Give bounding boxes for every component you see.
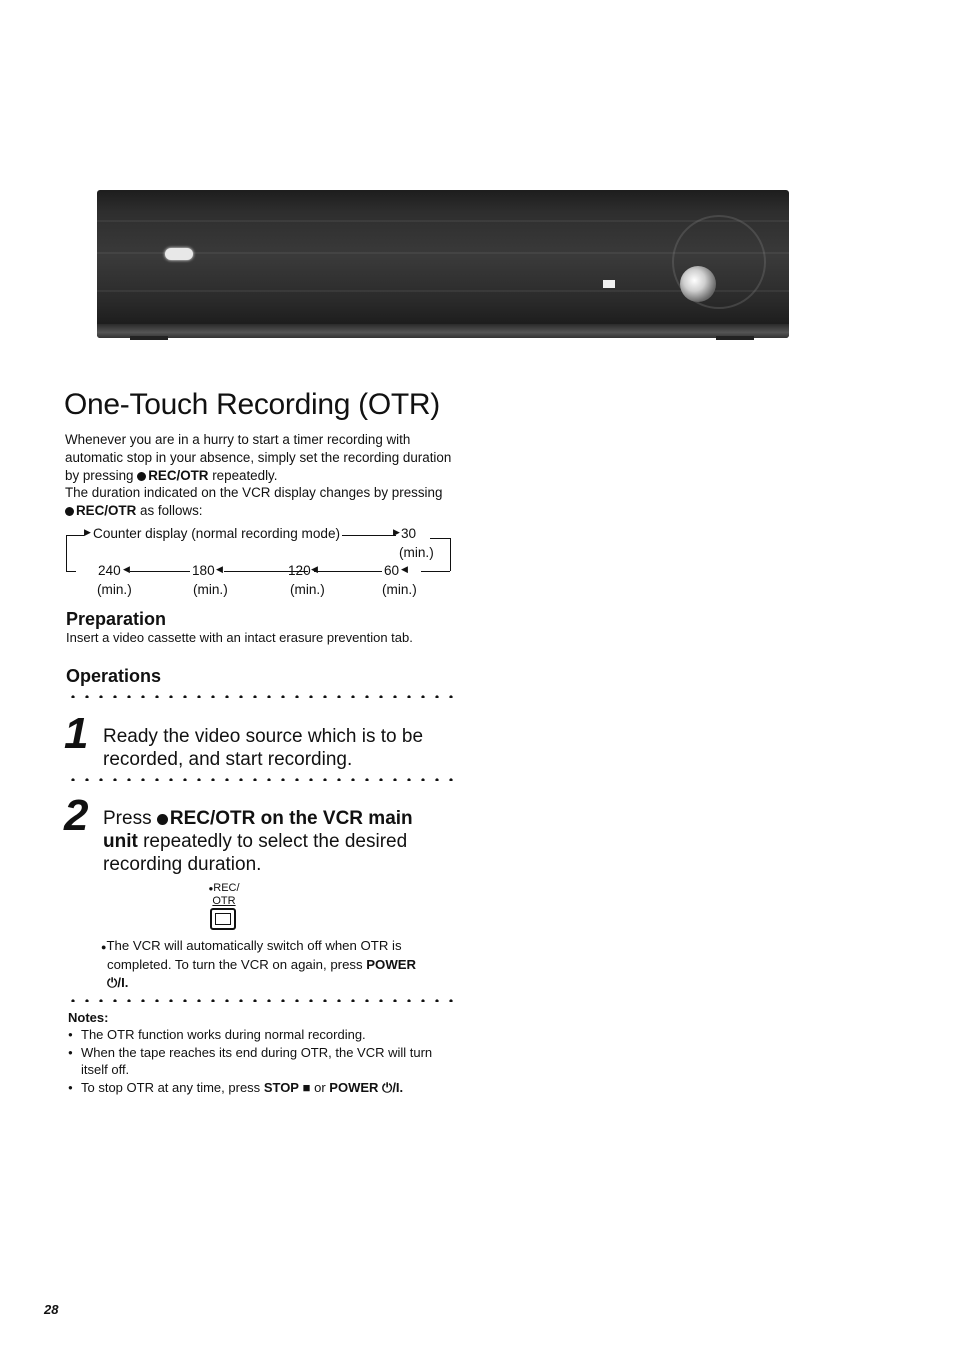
- page-number: 28: [44, 1302, 59, 1317]
- counter-display-label: Counter display (normal recording mode): [93, 526, 341, 541]
- rec-otr-button-label: ●REC/ OTR: [208, 882, 240, 907]
- note-item: ● The OTR function works during normal recording.: [68, 1026, 458, 1044]
- step-2-bold: REC/OTR on the VCR main unit: [103, 808, 413, 852]
- dotted-divider: [66, 999, 458, 1002]
- power-icon: ⏻/I.: [107, 975, 129, 990]
- stop-label: STOP: [263, 1079, 299, 1095]
- notes-heading: Notes:: [68, 1010, 109, 1025]
- dotted-divider: [66, 778, 458, 781]
- step-1-text: Ready the video source which is to be recorded, and start recording.: [103, 726, 424, 770]
- intro-paragraph: [65, 431, 455, 520]
- dotted-divider: [66, 695, 458, 698]
- record-dot-icon: [65, 507, 74, 516]
- step-1-number: 1: [64, 709, 89, 758]
- step-2-number: 2: [64, 791, 89, 840]
- step-2-note: ●The VCR will automatically switch off when OTR is completed. To turn the VCR on again, press POWER ⏻/I.: [101, 938, 417, 990]
- unit-label: (min.): [399, 545, 434, 560]
- vcr-foot-right: [716, 336, 754, 340]
- unit-label: (min.): [290, 582, 325, 597]
- duration-cycle-diagram: ▶ Counter display (normal recording mode) ▶ 30 (min.) 240 ◀ 180 ◀ 120 ◀ 60 ◀ (min.) (min.) (min.) (min.): [62, 526, 462, 600]
- jog-dial-knob: [680, 266, 716, 302]
- duration-30: 30: [401, 526, 417, 541]
- step-2-rest: repeatedly to select the desired recording duration.: [103, 831, 408, 875]
- intro-text-4: as follows:: [140, 503, 203, 519]
- vcr-foot-left: [130, 336, 168, 340]
- rec-otr-button-icon: [210, 908, 236, 930]
- duration-120: 120: [288, 563, 311, 578]
- step-2-press: Press: [103, 808, 152, 829]
- preparation-heading: Preparation: [66, 609, 167, 629]
- page-title: One-Touch Recording (OTR): [64, 388, 440, 421]
- duration-240: 240: [98, 563, 121, 578]
- unit-label: (min.): [97, 582, 132, 597]
- rec-otr-label: REC/OTR: [148, 467, 209, 483]
- vcr-front-panel-illustration: [97, 190, 789, 338]
- note-item: ● When the tape reaches its end during OTR, the VCR will turn itself off.: [68, 1044, 458, 1079]
- operations-heading: Operations: [66, 666, 162, 686]
- notes-list: [68, 1026, 458, 1096]
- duration-180: 180: [192, 563, 215, 578]
- note-item: ● To stop OTR at any time, press STOP ■ or POWER ⏻/I.: [68, 1079, 458, 1097]
- duration-60: 60: [384, 563, 400, 578]
- intro-text-1: Whenever you are in a hurry to start a timer recording with automatic stop in your absence, simply set the recording duration by pressing: [65, 432, 452, 483]
- record-dot-icon: [157, 814, 168, 825]
- cassette-slot-indicator: [165, 248, 193, 260]
- unit-label: (min.): [382, 582, 417, 597]
- step-2-text: [103, 807, 448, 876]
- otr-indicator-light: [603, 280, 615, 288]
- rec-otr-label: REC/OTR: [76, 503, 137, 519]
- intro-text-2: repeatedly.: [212, 467, 278, 483]
- preparation-text: Insert a video cassette with an intact erasure prevention tab.: [66, 630, 413, 645]
- stop-icon: ■: [302, 1079, 311, 1095]
- unit-label: (min.): [193, 582, 228, 597]
- intro-text-3: The duration indicated on the VCR display changes by pressing: [65, 485, 443, 501]
- power-label: POWER: [366, 957, 417, 972]
- power-label: POWER: [329, 1079, 379, 1095]
- record-dot-icon: [137, 472, 146, 481]
- power-icon: ⏻/I.: [382, 1079, 404, 1095]
